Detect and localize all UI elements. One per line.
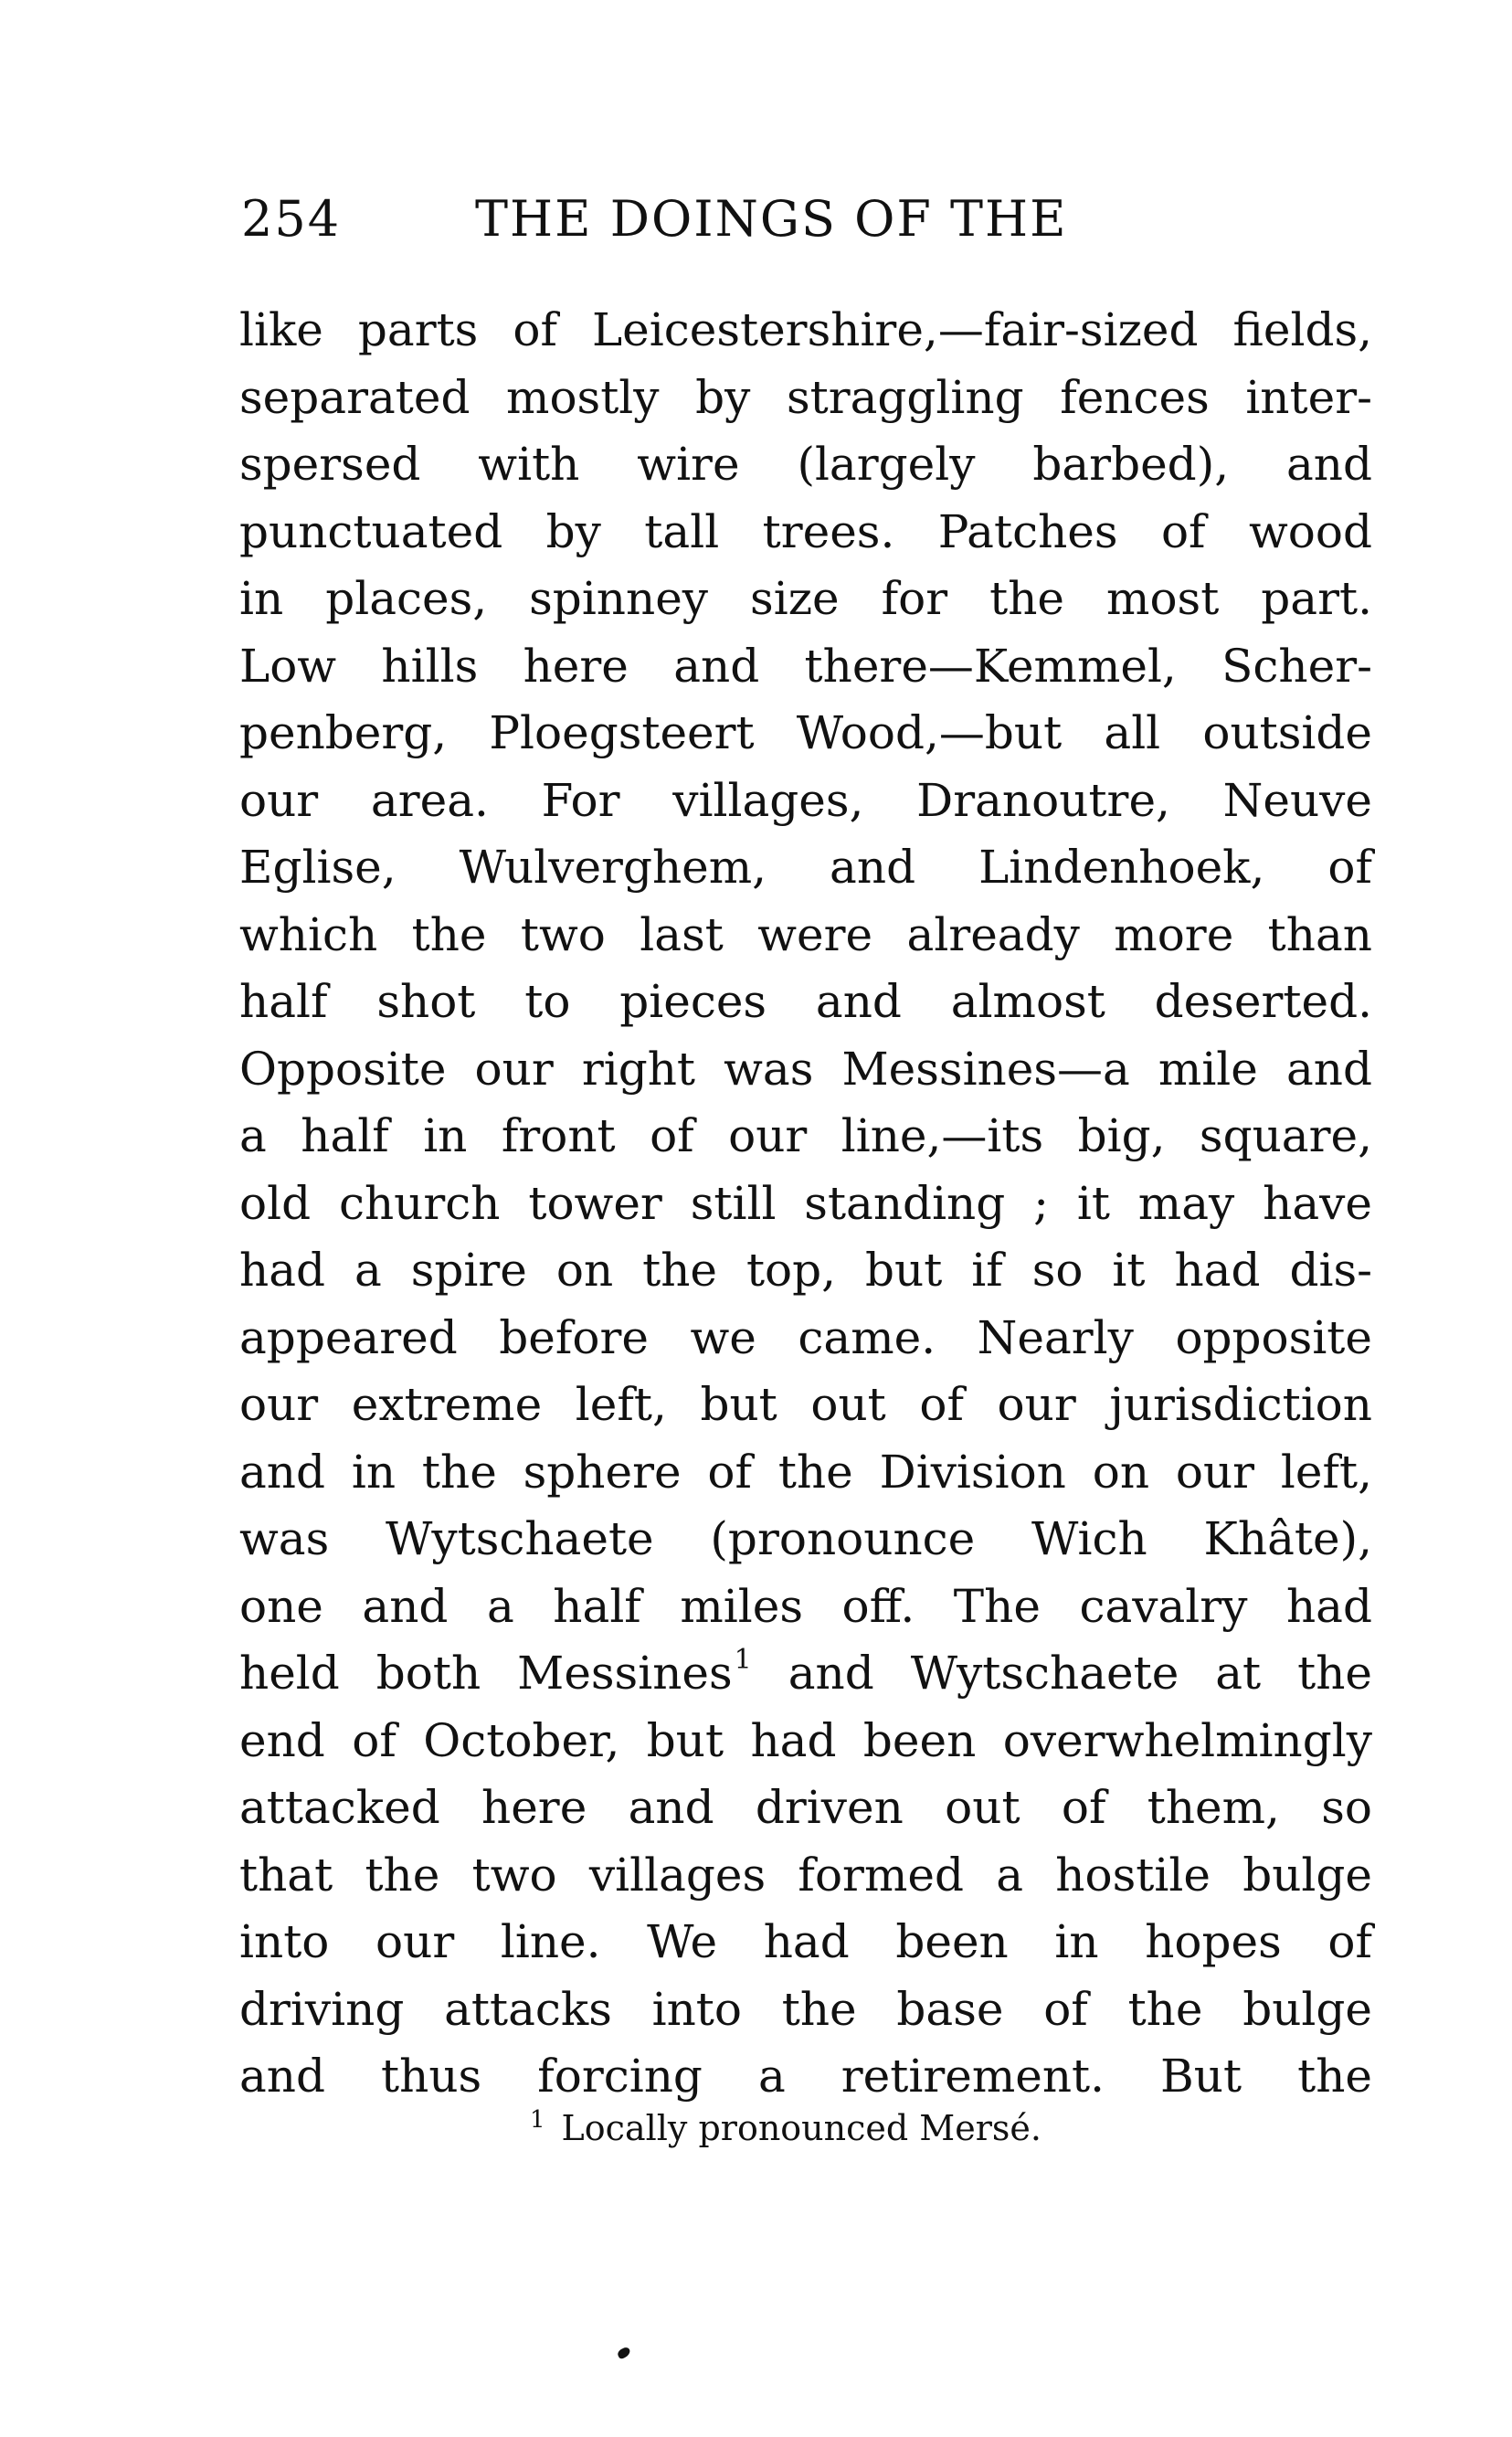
footnote-number: 1: [530, 2106, 545, 2134]
text-line-with-footnote: [239, 1640, 1372, 1708]
text-line: our extreme left, but out of our jurisdiction: [239, 1378, 1372, 1431]
text-line: appeared before we came. Nearly opposite: [239, 1310, 1372, 1364]
text-line: spersed with wire (largely barbed), and: [239, 438, 1372, 491]
text-line: attacked here and driven out of them, so: [239, 1781, 1372, 1834]
text-line: into our line. We had been in hopes of: [239, 1915, 1372, 1968]
text-line: had a spire on the top, but if so it had dis-: [239, 1244, 1372, 1297]
text-line: that the two villages formed a hostile bulge: [239, 1848, 1372, 1902]
text-line: penberg, Ploegsteert Wood,—but all outside: [239, 706, 1372, 759]
text-line: our area. For villages, Dranoutre, Neuve: [239, 773, 1372, 827]
page-number: 254: [241, 190, 342, 248]
running-title: THE DOINGS OF THE: [475, 190, 1068, 248]
footnote-text: Locally pronounced Mersé.: [561, 2108, 1041, 2148]
text-line: and thus forcing a retirement. But the: [239, 2050, 1372, 2103]
running-head: [241, 183, 1374, 256]
text-segment: held both Messines: [239, 1647, 733, 1700]
text-line: Opposite our right was Messines—a mile and: [239, 1042, 1372, 1096]
text-line: driving attacks into the base of the bulge: [239, 1982, 1372, 2036]
text-line: a half in front of our line,—its big, square,: [239, 1109, 1372, 1162]
body-text: [239, 297, 1372, 2111]
text-line: punctuated by tall trees. Patches of wood: [239, 504, 1372, 558]
text-line: Low hills here and there—Kemmel, Scher-: [239, 639, 1372, 693]
text-line: was Wytschaete (pronounce Wich Khâte),: [239, 1512, 1372, 1565]
footnote-reference: 1: [734, 1644, 752, 1676]
text-line: like parts of Leicestershire,—fair-sized fields,: [239, 303, 1372, 356]
text-line: half shot to pieces and almost deserted.: [239, 975, 1372, 1028]
text-line: in places, spinney size for the most part.: [239, 572, 1372, 625]
text-line: old church tower still standing ; it may have: [239, 1176, 1372, 1230]
text-line: one and a half miles off. The cavalry had: [239, 1579, 1372, 1633]
ink-mark: [617, 2347, 632, 2360]
footnote: [530, 2093, 1169, 2156]
text-segment: and Wytschaete at the: [751, 1647, 1372, 1700]
text-line: Eglise, Wulverghem, and Lindenhoek, of: [239, 841, 1372, 894]
text-line: which the two last were already more than: [239, 907, 1372, 961]
text-line: and in the sphere of the Division on our left,: [239, 1445, 1372, 1499]
text-line: separated mostly by straggling fences inter-: [239, 370, 1372, 424]
text-line: end of October, but had been overwhelmingly: [239, 1713, 1372, 1767]
